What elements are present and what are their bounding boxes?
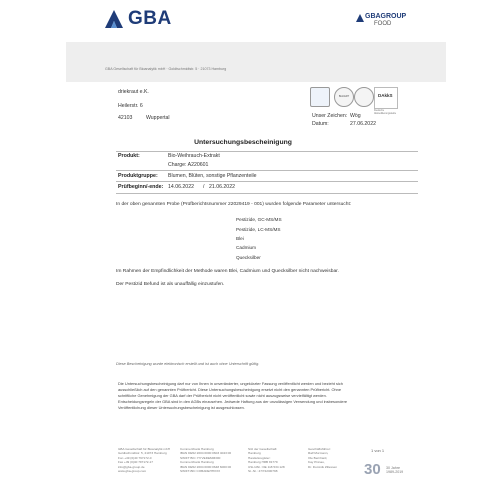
recipient-name: driekraut e.K. [118,89,149,95]
footer-registry: Sitz der Gesellschaft: Hamburg Handelsregister: Hamburg HRB 81779 USt-IdNr.: DE 118 534 128 St.-Nr.: 47/722/00798 [248,447,285,474]
disclaimer-line: schriftliche Genehmigung der GBA darf der Prüfbericht nicht veröffentlicht sowie nicht auszugsweise vervielfältigt werden. [118,393,327,398]
gba-group-subtitle: FOOD [374,21,392,27]
anniversary-number: 30 [364,461,381,478]
test-period-end: 21.06.2022 [209,184,235,190]
electronic-note: Diese Bescheinigung wurde elektronisch erstellt und ist auch ohne Unterschrift gültig. [116,362,260,366]
gba-logo-text: GBA [128,8,172,29]
product-group-value: Blumen, Blüten, sonstige Pflanzenteile [168,173,257,179]
date-value: 27.06.2022 [350,121,376,127]
biocert-seal: BioCERT [334,87,354,107]
parameter-item: Blei [236,236,244,241]
parameter-item: Pestizide, GC-MS/MS [236,217,282,222]
disclaimer-line: Entscheidungsregeln der GBA sind in den AGBs einzusehen. Jedwede Haftung aus der unzulässigen Verwendung und insbesondere [118,399,348,404]
sender-line: GBA Gesellschaft für Bioanalytik mbH · Goldtschmidtstr. 5 · 21073 Hamburg [105,67,227,71]
divider [116,151,418,152]
test-period-separator: / [203,184,205,190]
date-label: Datum: [312,121,329,127]
test-period-start: 14.06.2022 [168,184,194,190]
recipient-city: Wuppertal [146,115,170,121]
gba-logo-icon [104,9,124,29]
divider [116,170,418,171]
product-group-label: Produktgruppe: [118,173,158,179]
divider [116,193,418,194]
our-sign-label: Unser Zeichen: [312,113,348,119]
footer-company: GBA Gesellschaft für Bioanalytik mbH Goldtschmidtstr. 5, 21073 Hamburg Fon +49 (0)40 797172-0 Fax +49 (0)40 797172-17 info@gba-group.de www.gba-group.com [118,447,170,474]
disclaimer-line: Veröffentlichung dieser Untersuchungsbescheinigung ist ausgeschlossen. [118,405,245,410]
document-title: Untersuchungsbescheinigung [194,139,292,146]
parameter-item: Cadmium [236,245,257,250]
product-value: Bio-Weihrauch-Extrakt [168,153,220,159]
disclaimer-line: Die Untersuchungsbescheinigung darf nur von Ihnen in unveränderter, ungekürzter Fassung veröffentlicht werden und bezieht sich [118,381,343,386]
result-text-1: Im Rahmen der Empfindlichkeit der Methode waren Blei, Cadmium und Quecksilber nicht nachweisbar. [116,269,339,274]
result-text-2: Der Pestizid Befund ist als unauffällig einzustufen. [116,282,225,287]
gba-group-title: GBAGROUP [365,13,407,20]
batch-value: Charge: A220601 [168,162,209,168]
footer-bank: Commerzbank Hamburg IBAN DE52 2004 0000 0603 4043 00 SWIFT BIC: HYVEDEMM300 Commerzbank Hamburg IBAN DE52 2004 0000 0648 6000 00 SWIFT-BIC COBADEHHXXX [180,447,232,474]
product-label: Produkt: [118,153,140,159]
gba-group-logo-icon [356,14,364,22]
certification-seal-1 [310,87,330,107]
our-sign-value: Wög [350,113,361,119]
anniversary-text: 30 Jahre 1989-2019 [386,466,404,475]
parameter-item: Pestizide, LC-MS/MS [236,227,281,232]
recipient-street: Heilerstr. 6 [118,103,143,109]
disclaimer-line: ausschließlich auf den genannten Prüfbericht. Diese Untersuchungsbescheinigung ersetzt nicht den genannten Prüfbericht. Ohne [118,387,341,392]
dakks-subtitle: Deutsche Akkreditierungsstelle [374,109,397,115]
divider [116,181,418,182]
test-period-label: Prüfbeginn/-ende: [118,184,164,190]
certification-seal-3 [354,87,374,107]
dakks-label: DAkkS [378,93,393,98]
intro-text: In der oben genannten Probe (Prüfberichtsnummer 22029419 - 001) wurden folgende Parameter untersucht: [116,202,352,207]
page-number: 1 von 1 [371,448,385,453]
parameter-item: Quecksilber [236,255,261,260]
dakks-seal [374,87,398,109]
sender-band [66,42,446,82]
recipient-postcode: 42103 [118,115,133,121]
footer-management: Geschäftsführer: Ralf Murmann, Ole Bernhard, Kay Pinnau, Dr. Dominik Zillessen [308,447,338,469]
